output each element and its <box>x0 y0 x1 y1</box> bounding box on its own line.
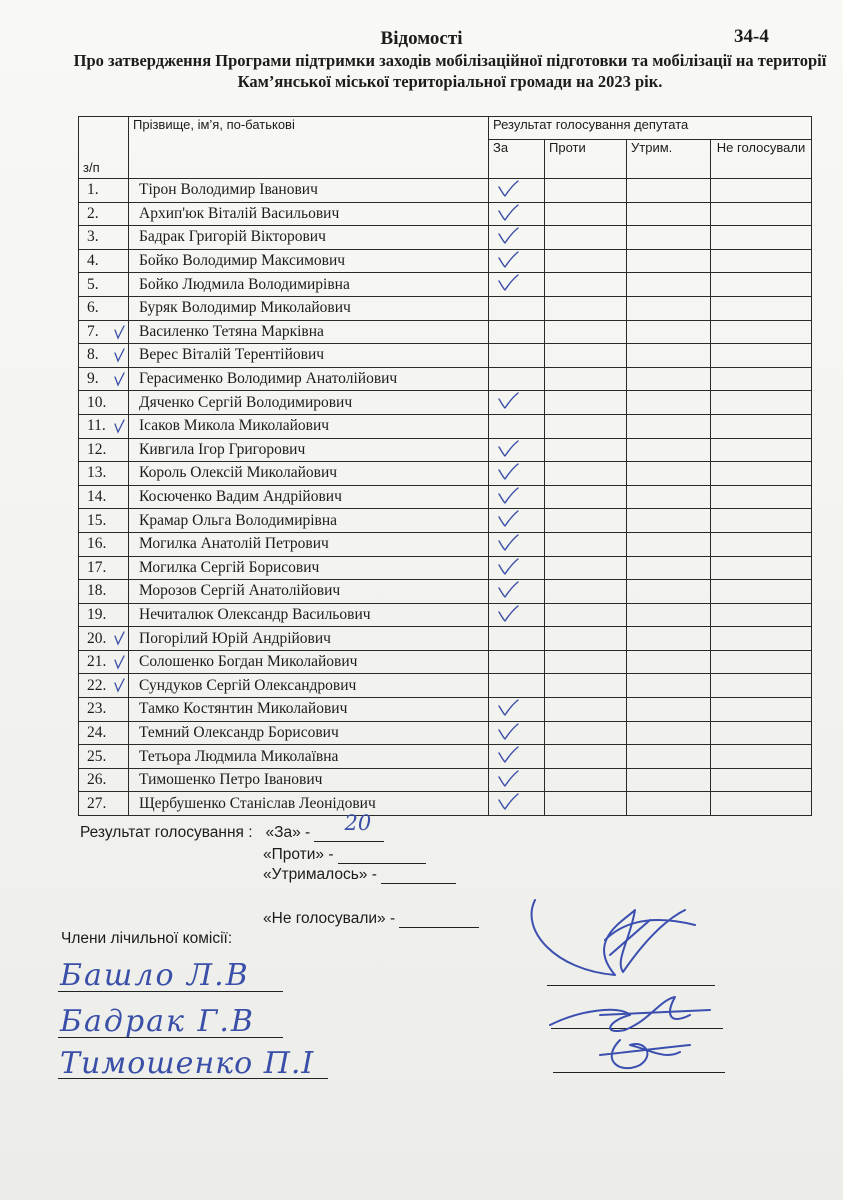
vote-not-voted-cell <box>711 532 812 556</box>
table-row <box>79 768 812 792</box>
vote-against-cell <box>545 745 627 769</box>
vote-not-voted-cell <box>711 438 812 462</box>
result-not-voted-blank <box>399 911 479 928</box>
result-label: Результат голосування : <box>80 824 253 841</box>
commission-label: Члени лічильної комісії: <box>61 930 233 947</box>
vote-against-cell <box>545 721 627 745</box>
check-mark-icon <box>497 487 517 505</box>
table-row <box>79 344 812 368</box>
vote-against-cell <box>545 698 627 722</box>
deputy-name: Бойко Володимир Максимович <box>129 249 489 273</box>
row-number <box>79 273 129 297</box>
vote-for-cell <box>489 650 545 674</box>
deputy-name: Морозов Сергій Анатолійович <box>129 580 489 604</box>
vote-not-voted-cell <box>711 580 812 604</box>
header-vote-result: Результат голосування депутата <box>489 117 812 140</box>
vote-not-voted-cell <box>711 650 812 674</box>
row-number-text: 6. <box>87 299 99 317</box>
vote-abstain-cell <box>627 745 711 769</box>
row-number-text: 3. <box>87 228 99 246</box>
deputy-name: Тимошенко Петро Іванович <box>129 768 489 792</box>
vote-for-cell <box>489 580 545 604</box>
commission-member-2: Бадрак Г.В <box>60 1004 255 1039</box>
vote-for-cell <box>489 532 545 556</box>
vote-abstain-cell <box>627 367 711 391</box>
deputy-name: Кивгила Ігор Григорович <box>129 438 489 462</box>
check-mark-icon <box>497 180 517 198</box>
vote-not-voted-cell <box>711 462 812 486</box>
margin-check-icon <box>113 347 127 363</box>
row-number-text: 23. <box>87 700 107 718</box>
deputy-name: Ісаков Микола Миколайович <box>129 414 489 438</box>
deputy-name: Бадрак Григорій Вікторович <box>129 226 489 250</box>
result-against-line <box>263 846 426 864</box>
vote-against-cell <box>545 438 627 462</box>
deputy-name: Дяченко Сергій Володимирович <box>129 391 489 415</box>
table-row <box>79 485 812 509</box>
check-mark-icon <box>497 463 517 481</box>
check-mark-icon <box>497 534 517 552</box>
deputy-name: Могилка Сергій Борисович <box>129 556 489 580</box>
vote-abstain-cell <box>627 296 711 320</box>
vote-for-cell <box>489 249 545 273</box>
table-row <box>79 391 812 415</box>
deputy-name: Сундуков Сергій Олександрович <box>129 674 489 698</box>
result-for-blank <box>314 811 384 842</box>
document-subtitle: Про затвердження Програми підтримки заходів мобілізаційної підготовки та мобілізації на території Кам’янської міської територіальної громади на 2023 рік. <box>73 51 827 91</box>
row-number <box>79 698 129 722</box>
deputy-name: Погорілий Юрій Андрійович <box>129 627 489 651</box>
vote-not-voted-cell <box>711 721 812 745</box>
check-mark-icon <box>497 251 517 269</box>
deputy-name: Верес Віталій Терентійович <box>129 344 489 368</box>
vote-not-voted-cell <box>711 792 812 816</box>
vote-against-cell <box>545 792 627 816</box>
vote-not-voted-cell <box>711 509 812 533</box>
vote-for-cell <box>489 509 545 533</box>
vote-against-cell <box>545 532 627 556</box>
vote-abstain-cell <box>627 580 711 604</box>
check-mark-icon <box>497 227 517 245</box>
vote-not-voted-cell <box>711 391 812 415</box>
row-number <box>79 391 129 415</box>
result-for-line <box>80 811 384 842</box>
deputy-name: Могилка Анатолій Петрович <box>129 532 489 556</box>
vote-against-cell <box>545 249 627 273</box>
table-row <box>79 532 812 556</box>
vote-not-voted-cell <box>711 367 812 391</box>
table-row <box>79 674 812 698</box>
vote-not-voted-cell <box>711 320 812 344</box>
header-against: Проти <box>545 140 627 179</box>
vote-abstain-cell <box>627 320 711 344</box>
vote-for-cell <box>489 721 545 745</box>
page-number: 34-4 <box>734 26 769 47</box>
vote-not-voted-cell <box>711 674 812 698</box>
vote-against-cell <box>545 627 627 651</box>
vote-abstain-cell <box>627 462 711 486</box>
vote-against-cell <box>545 768 627 792</box>
table-row <box>79 296 812 320</box>
vote-against-cell <box>545 485 627 509</box>
vote-abstain-cell <box>627 438 711 462</box>
row-number-text: 24. <box>87 723 107 741</box>
vote-for-cell <box>489 556 545 580</box>
deputy-name: Тетьора Людмила Миколаївна <box>129 745 489 769</box>
check-mark-icon <box>497 605 517 623</box>
row-number <box>79 344 129 368</box>
row-number <box>79 414 129 438</box>
row-number <box>79 603 129 627</box>
result-for-label: «За» - <box>265 824 311 841</box>
row-number-text: 2. <box>87 204 99 222</box>
table-row <box>79 438 812 462</box>
row-number <box>79 485 129 509</box>
vote-for-cell <box>489 768 545 792</box>
vote-for-cell <box>489 344 545 368</box>
row-number-text: 4. <box>87 252 99 270</box>
vote-for-cell <box>489 485 545 509</box>
signature-1 <box>515 880 715 990</box>
deputy-name: Бойко Людмила Володимирівна <box>129 273 489 297</box>
vote-abstain-cell <box>627 391 711 415</box>
vote-for-cell <box>489 320 545 344</box>
check-mark-icon <box>497 770 517 788</box>
result-abstain-blank <box>381 867 456 884</box>
vote-for-cell <box>489 179 545 203</box>
vote-against-cell <box>545 179 627 203</box>
vote-against-cell <box>545 320 627 344</box>
vote-against-cell <box>545 580 627 604</box>
row-number-text: 13. <box>87 464 107 482</box>
check-mark-icon <box>497 723 517 741</box>
check-mark-icon <box>497 440 517 458</box>
deputy-name: Щербушенко Станіслав Леонідович <box>129 792 489 816</box>
table-row <box>79 721 812 745</box>
margin-check-icon <box>113 324 127 340</box>
table-row <box>79 367 812 391</box>
vote-not-voted-cell <box>711 768 812 792</box>
table-row <box>79 226 812 250</box>
table-row <box>79 320 812 344</box>
vote-abstain-cell <box>627 768 711 792</box>
row-number-text: 7. <box>87 322 99 340</box>
check-mark-icon <box>497 746 517 764</box>
header-abstain: Утрим. <box>627 140 711 179</box>
vote-abstain-cell <box>627 532 711 556</box>
voting-table <box>78 116 812 816</box>
vote-against-cell <box>545 650 627 674</box>
row-number-text: 5. <box>87 275 99 293</box>
vote-not-voted-cell <box>711 745 812 769</box>
vote-for-cell <box>489 391 545 415</box>
margin-check-icon <box>113 630 127 646</box>
table-row <box>79 556 812 580</box>
vote-abstain-cell <box>627 556 711 580</box>
table-row <box>79 603 812 627</box>
header-serial-number: з/п <box>79 117 129 179</box>
result-abstain-line <box>263 866 456 884</box>
row-number-text: 10. <box>87 393 107 411</box>
margin-check-icon <box>113 654 127 670</box>
row-number-text: 12. <box>87 440 107 458</box>
vote-for-cell <box>489 792 545 816</box>
row-number <box>79 296 129 320</box>
vote-abstain-cell <box>627 650 711 674</box>
row-number <box>79 202 129 226</box>
vote-for-cell <box>489 603 545 627</box>
row-number-text: 18. <box>87 582 107 600</box>
row-number-text: 27. <box>87 794 107 812</box>
header-for: За <box>489 140 545 179</box>
vote-for-cell <box>489 367 545 391</box>
commission-underline-1 <box>58 991 283 992</box>
row-number <box>79 792 129 816</box>
vote-not-voted-cell <box>711 627 812 651</box>
vote-for-cell <box>489 627 545 651</box>
vote-not-voted-cell <box>711 226 812 250</box>
table-row <box>79 580 812 604</box>
row-number-text: 19. <box>87 605 107 623</box>
check-mark-icon <box>497 392 517 410</box>
vote-abstain-cell <box>627 344 711 368</box>
table-row <box>79 509 812 533</box>
table-row <box>79 698 812 722</box>
check-mark-icon <box>497 510 517 528</box>
check-mark-icon <box>497 793 517 811</box>
vote-abstain-cell <box>627 414 711 438</box>
check-mark-icon <box>497 274 517 292</box>
row-number <box>79 226 129 250</box>
vote-abstain-cell <box>627 603 711 627</box>
vote-for-cell <box>489 414 545 438</box>
table-body <box>79 179 812 816</box>
vote-abstain-cell <box>627 485 711 509</box>
check-mark-icon <box>497 699 517 717</box>
vote-abstain-cell <box>627 509 711 533</box>
vote-not-voted-cell <box>711 698 812 722</box>
margin-check-icon <box>113 418 127 434</box>
row-number <box>79 768 129 792</box>
check-mark-icon <box>497 204 517 222</box>
vote-against-cell <box>545 414 627 438</box>
vote-not-voted-cell <box>711 603 812 627</box>
vote-against-cell <box>545 202 627 226</box>
vote-against-cell <box>545 509 627 533</box>
row-number <box>79 179 129 203</box>
row-number <box>79 650 129 674</box>
deputy-name: Архип'юк Віталій Васильович <box>129 202 489 226</box>
row-number <box>79 721 129 745</box>
margin-check-icon <box>113 371 127 387</box>
vote-abstain-cell <box>627 249 711 273</box>
margin-check-icon <box>113 677 127 693</box>
row-number-text: 11. <box>87 417 106 435</box>
vote-abstain-cell <box>627 698 711 722</box>
vote-not-voted-cell <box>711 485 812 509</box>
table-row <box>79 249 812 273</box>
row-number <box>79 580 129 604</box>
deputy-name: Буряк Володимир Миколайович <box>129 296 489 320</box>
document-title: Відомості <box>380 28 463 49</box>
result-not-voted-line <box>263 910 479 928</box>
row-number-text: 14. <box>87 488 107 506</box>
vote-abstain-cell <box>627 721 711 745</box>
vote-for-cell <box>489 296 545 320</box>
row-number <box>79 556 129 580</box>
vote-not-voted-cell <box>711 556 812 580</box>
vote-abstain-cell <box>627 273 711 297</box>
vote-against-cell <box>545 556 627 580</box>
row-number-text: 15. <box>87 511 107 529</box>
vote-not-voted-cell <box>711 179 812 203</box>
vote-not-voted-cell <box>711 249 812 273</box>
table-row <box>79 414 812 438</box>
row-number-text: 20. <box>87 629 107 647</box>
row-number <box>79 249 129 273</box>
table-row <box>79 202 812 226</box>
signature-3 <box>590 1030 710 1080</box>
commission-underline-3 <box>58 1078 328 1079</box>
table-row <box>79 179 812 203</box>
commission-member-3: Тимошенко П.І <box>60 1046 315 1081</box>
deputy-name: Косюченко Вадим Андрійович <box>129 485 489 509</box>
row-number-text: 16. <box>87 535 107 553</box>
result-against-label: «Проти» - <box>263 846 334 863</box>
row-number-text: 17. <box>87 558 107 576</box>
check-mark-icon <box>497 581 517 599</box>
vote-for-cell <box>489 745 545 769</box>
vote-for-cell <box>489 202 545 226</box>
row-number <box>79 509 129 533</box>
deputy-name: Василенко Тетяна Марківна <box>129 320 489 344</box>
row-number-text: 21. <box>87 653 107 671</box>
deputy-name: Крамар Ольга Володимирівна <box>129 509 489 533</box>
deputy-name: Тамко Костянтин Миколайович <box>129 698 489 722</box>
result-for-value: 20 <box>344 811 372 835</box>
row-number-text: 25. <box>87 747 107 765</box>
vote-abstain-cell <box>627 202 711 226</box>
check-mark-icon <box>497 558 517 576</box>
deputy-name: Герасименко Володимир Анатолійович <box>129 367 489 391</box>
deputy-name: Нечиталюк Олександр Васильович <box>129 603 489 627</box>
vote-for-cell <box>489 674 545 698</box>
vote-against-cell <box>545 367 627 391</box>
deputy-name: Тірон Володимир Іванович <box>129 179 489 203</box>
header-not-voted: Не голосували <box>711 140 812 179</box>
vote-not-voted-cell <box>711 273 812 297</box>
row-number <box>79 674 129 698</box>
row-number <box>79 320 129 344</box>
table-row <box>79 627 812 651</box>
row-number-text: 22. <box>87 676 107 694</box>
vote-against-cell <box>545 674 627 698</box>
result-against-blank <box>338 847 426 864</box>
vote-abstain-cell <box>627 179 711 203</box>
table-row <box>79 650 812 674</box>
row-number <box>79 627 129 651</box>
row-number <box>79 532 129 556</box>
table-row <box>79 745 812 769</box>
vote-against-cell <box>545 462 627 486</box>
row-number-text: 26. <box>87 771 107 789</box>
vote-for-cell <box>489 698 545 722</box>
vote-against-cell <box>545 273 627 297</box>
vote-against-cell <box>545 226 627 250</box>
vote-not-voted-cell <box>711 296 812 320</box>
vote-not-voted-cell <box>711 202 812 226</box>
commission-underline-2 <box>58 1037 283 1038</box>
vote-against-cell <box>545 391 627 415</box>
table-row <box>79 792 812 816</box>
row-number-text: 1. <box>87 181 99 199</box>
vote-for-cell <box>489 273 545 297</box>
row-number <box>79 438 129 462</box>
vote-not-voted-cell <box>711 414 812 438</box>
row-number <box>79 367 129 391</box>
row-number-text: 9. <box>87 370 99 388</box>
result-abstain-label: «Утрималось» - <box>263 866 377 883</box>
vote-for-cell <box>489 226 545 250</box>
deputy-name: Король Олексій Миколайович <box>129 462 489 486</box>
vote-for-cell <box>489 438 545 462</box>
deputy-name: Солошенко Богдан Миколайович <box>129 650 489 674</box>
vote-abstain-cell <box>627 674 711 698</box>
vote-abstain-cell <box>627 226 711 250</box>
deputy-name: Темний Олександр Борисович <box>129 721 489 745</box>
result-not-voted-label: «Не голосували» - <box>263 910 396 927</box>
vote-abstain-cell <box>627 792 711 816</box>
table-row <box>79 462 812 486</box>
vote-against-cell <box>545 344 627 368</box>
vote-against-cell <box>545 603 627 627</box>
commission-member-1: Башло Л.В <box>60 958 250 993</box>
row-number <box>79 462 129 486</box>
vote-for-cell <box>489 462 545 486</box>
header-full-name: Прізвище, ім’я, по-батькові <box>129 117 489 179</box>
row-number-text: 8. <box>87 346 99 364</box>
table-row <box>79 273 812 297</box>
vote-not-voted-cell <box>711 344 812 368</box>
row-number <box>79 745 129 769</box>
vote-against-cell <box>545 296 627 320</box>
vote-abstain-cell <box>627 627 711 651</box>
